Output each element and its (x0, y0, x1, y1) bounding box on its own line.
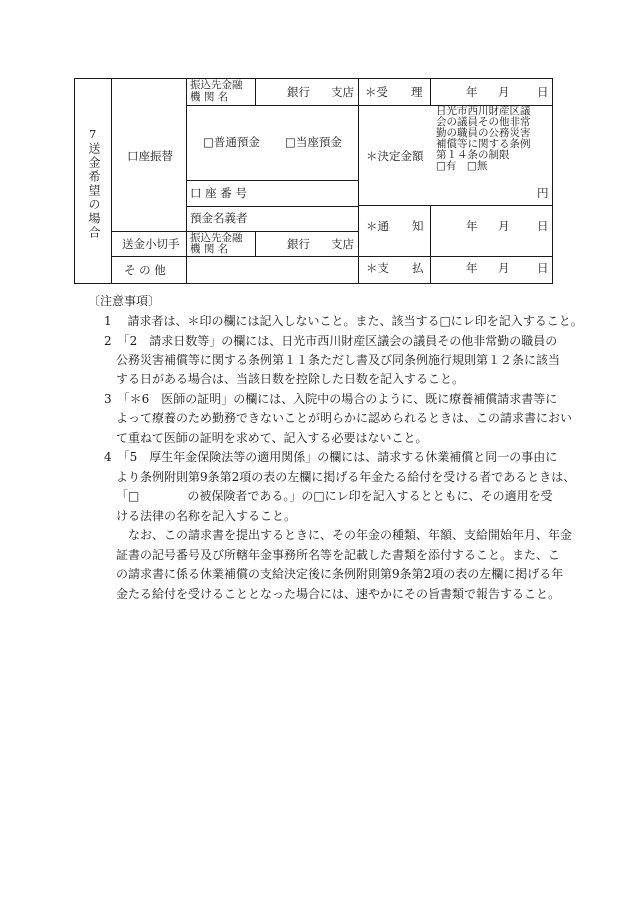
notes-heading: 〔注意事項〕 (88, 294, 161, 308)
bank-name-label-line1: 振込先金融 (190, 79, 243, 91)
table-divider (358, 205, 553, 206)
table-divider (358, 256, 553, 257)
table-divider (430, 78, 431, 105)
receipt-day: 日 (537, 85, 549, 99)
note-line: 金たる給付を受けることとなった場合には、速やかにその旨書類で報告すること。 (116, 587, 561, 601)
remittance-check-label: 送金小切手 (122, 237, 180, 251)
decision-amount-label: ＊決定金額 (366, 149, 424, 163)
table-divider (255, 231, 256, 256)
branch-suffix: 支店 (331, 237, 354, 251)
bank-suffix: 銀行 (287, 237, 310, 251)
payment-month: 月 (498, 261, 510, 275)
receipt-month: 月 (498, 85, 510, 99)
bank-name-label-line1: 振込先金融 (190, 232, 243, 244)
bank-name-label-line2: 機 関 名 (190, 91, 229, 103)
payment-label: ＊支 払 (366, 261, 424, 275)
decision-rule-checkboxes[interactable]: □有 □無 (436, 160, 488, 172)
table-divider (358, 78, 359, 284)
table-divider (186, 206, 358, 207)
notice-day: 日 (537, 219, 549, 233)
bank-suffix: 銀行 (287, 85, 310, 99)
section-title: 送金希望の場合 (87, 142, 101, 240)
note-line: の請求書に係る休業補償の支給決定後に条例附則第9条第2項の表の左欄に掲げる年 (116, 567, 564, 581)
table-divider (186, 78, 187, 284)
account-number-label: 口 座 番 号 (190, 186, 247, 200)
notice-label: ＊通 知 (366, 219, 424, 233)
branch-suffix: 支店 (331, 85, 354, 99)
deposit-type-normal: □普通預金 (203, 135, 260, 149)
account-holder-label: 預金名義者 (190, 211, 248, 225)
decision-rule-line: 第１４条の制限 (436, 149, 510, 161)
decision-rule-line: 日光市西川財産区議 (436, 105, 531, 117)
account-transfer-label: 口座振替 (127, 149, 173, 163)
table-divider (430, 205, 431, 284)
table-border-bottom (74, 283, 553, 284)
note-line: て重ねて医師の証明を求めて、記入する必要はないこと。 (116, 431, 428, 445)
table-divider (255, 78, 256, 105)
note-line: よって療養のため勤務できないことが明らかに認められるときは、この請求書におい (116, 411, 573, 425)
notice-month: 月 (498, 219, 510, 233)
payment-year: 年 (466, 261, 478, 275)
note-line: 公務災害補償等に関する条例第１１条ただし書及び同条例施行規則第１２条に該当 (116, 353, 561, 367)
note-line: する日がある場合は、当該日数を控除した日数を記入すること。 (116, 372, 465, 386)
section-number: 7 (89, 127, 97, 141)
note-line: 3 「＊6 医師の証明」の欄には、入院中の場合のように、既に療養補償請求書等に (104, 392, 558, 406)
note-line: 2 「2 請求日数等」の欄には、日光市西川財産区議会の議員その他非常勤の職員の (104, 334, 558, 348)
note-line: より条例附則第9条第2項の表の左欄に掲げる年金たる給付を受ける者であるときは、 (116, 470, 576, 484)
receipt-label: ＊受 理 (365, 85, 423, 99)
decision-rule-line: 会の議員その他非常 (436, 116, 531, 128)
note-line: 4 「5 厚生年金保険法等の適用関係」の欄には、請求する休業補償と同一の事由に (104, 450, 558, 464)
table-border-left (74, 78, 75, 284)
payment-day: 日 (537, 261, 549, 275)
receipt-year: 年 (466, 85, 478, 99)
decision-rule-line: 補償等に関する条例 (436, 138, 531, 150)
other-label: そ の 他 (124, 263, 166, 277)
note-line: なお、この請求書を提出するときに、その年金の種類、年額、支給開始年月、年金 (128, 528, 573, 542)
note-line: 証書の記号番号及び所轄年金事務所名等を記載した書類を添付すること。また、こ (116, 548, 561, 562)
bank-name-label-line2: 機 関 名 (190, 243, 229, 255)
yen-label: 円 (537, 186, 549, 200)
notice-year: 年 (466, 219, 478, 233)
table-divider (111, 78, 112, 284)
deposit-type-current: □当座預金 (285, 135, 342, 149)
table-border-top (74, 78, 553, 79)
note-line: 1 請求者は、＊印の欄には記入しないこと。また、該当する□にレ印を記入すること。 (104, 314, 583, 328)
table-border-right (552, 78, 553, 284)
decision-rule-line: 勤の職員の公務災害 (436, 127, 531, 139)
note-line: 「□ の被保険者である。」の□にレ印を記入するとともに、その適用を受 (116, 489, 553, 503)
note-line: ける法律の名称を記入すること。 (116, 509, 297, 523)
table-divider (186, 180, 358, 181)
table-divider (111, 256, 358, 257)
